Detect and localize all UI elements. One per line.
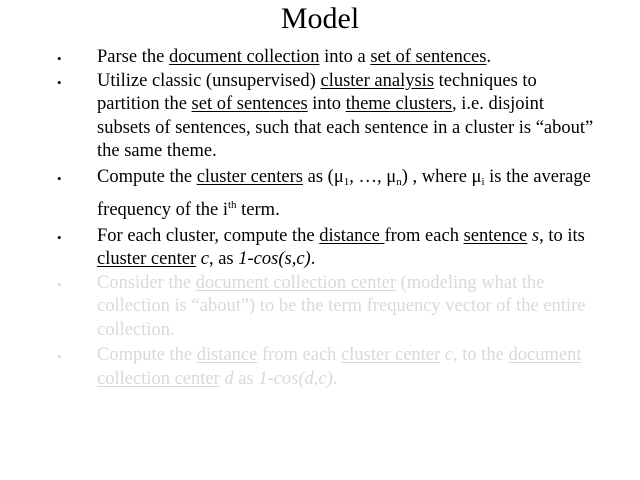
text-run: . [486, 47, 492, 67]
text-run: is the average frequency of the i [97, 166, 591, 220]
bullet-marker: • [57, 349, 62, 364]
underlined-term: cluster analysis [320, 70, 435, 91]
underlined-term: document collection center [195, 272, 396, 293]
text-run: Compute the [97, 166, 197, 187]
bullet-marker: • [57, 170, 62, 186]
math-variable: c [200, 249, 209, 269]
underlined-term: cluster centers [196, 166, 304, 187]
text-run: Parse the [97, 47, 169, 67]
text-run: For each cluster, compute the [97, 225, 320, 246]
text-run: , to its [539, 225, 585, 246]
slide-title: Model [280, 2, 360, 35]
bullet-list [0, 46, 640, 391]
text-run: , …, [349, 166, 387, 187]
math-variable: d [224, 368, 234, 389]
math-variable: s [531, 225, 540, 246]
underlined-term: distance [196, 345, 258, 365]
math-variable: c [444, 345, 454, 365]
text-run: as [233, 368, 259, 389]
underlined-term: set of sentences [370, 47, 487, 67]
text-run: from each [257, 345, 342, 365]
underlined-term: cluster center [341, 345, 441, 365]
text-run: (modeling what the collection is “about”) to be the term frequency vector of the entire collection. [97, 272, 586, 340]
bullet-marker: • [57, 276, 62, 292]
text-run: Compute the [97, 345, 197, 365]
bullet-item-center-distance [0, 344, 640, 391]
text-run: . [310, 249, 316, 269]
bullet-text [97, 46, 597, 70]
bullet-marker: • [57, 229, 62, 245]
subscript: n [396, 175, 402, 188]
text-run: , to the [453, 345, 509, 365]
text-run: , i.e. disjoint subsets of sentences, such that each sentence in a cluster is “about” the same theme. [97, 94, 594, 161]
underlined-term: document collection center [97, 345, 582, 389]
bullet-item-cluster-analysis [0, 70, 640, 164]
text-run: into [307, 94, 346, 114]
bullet-item-cluster-centers [0, 166, 640, 223]
text-run: ) , where [401, 166, 472, 187]
bullet-text [97, 344, 597, 391]
text-run: Utilize classic (unsupervised) [97, 70, 321, 91]
text-run: into a [319, 47, 371, 67]
mu-symbol: μ [471, 166, 482, 187]
underlined-term: sentence [463, 225, 528, 246]
bullet-item-sentence-distance [0, 225, 640, 272]
bullet-marker: • [57, 74, 62, 90]
text-run: . [332, 368, 338, 389]
text-run: as ( [303, 166, 334, 187]
bullet-text [97, 225, 597, 272]
underlined-term: theme clusters [345, 94, 453, 114]
bullet-text [97, 166, 597, 223]
underlined-term: distance [319, 225, 385, 246]
text-run: , as [208, 249, 239, 269]
subscript: i [481, 175, 485, 188]
mu-symbol: μ [386, 166, 397, 187]
text-run: Consider the [97, 272, 196, 293]
text-run: techniques to partition the [97, 70, 537, 114]
subscript: 1 [343, 175, 350, 188]
text-run: term. [236, 200, 280, 220]
math-formula: 1-cos(s,c) [238, 249, 311, 269]
superscript: th [227, 199, 237, 211]
underlined-term: document collection [168, 47, 320, 67]
underlined-term: set of sentences [191, 94, 308, 114]
math-formula: 1-cos(d,c) [258, 368, 333, 389]
text-run: from each [384, 225, 464, 246]
bullet-text [97, 272, 597, 343]
underlined-term: cluster center [97, 249, 197, 269]
bullet-text [97, 70, 597, 164]
mu-symbol: μ [333, 166, 344, 187]
bullet-item-collection-center [0, 272, 640, 343]
bullet-marker: • [57, 51, 62, 66]
bullet-item-parse [0, 46, 640, 70]
